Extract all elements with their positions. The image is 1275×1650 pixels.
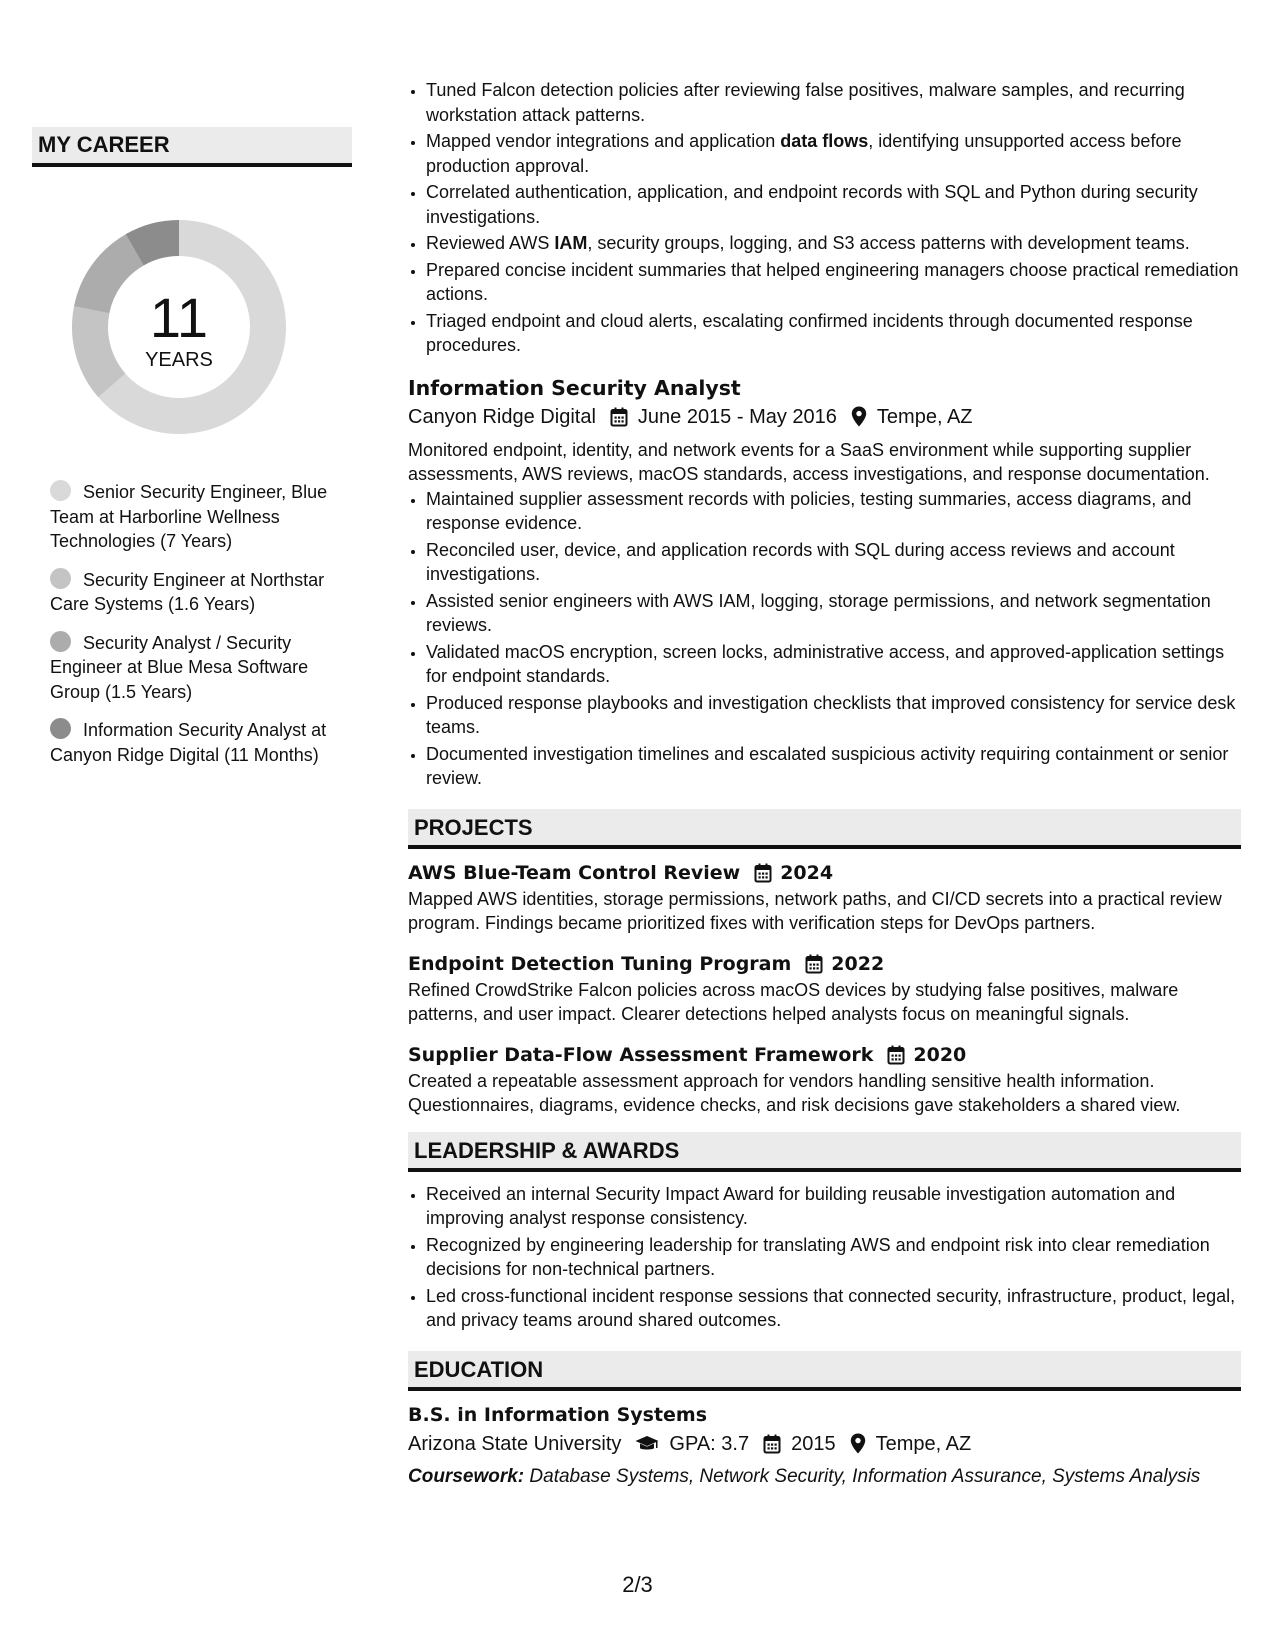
total-years-number: 11	[149, 286, 209, 349]
job-dates: June 2015 - May 2016	[637, 405, 837, 428]
bullet-item: • Assisted senior engineers with AWS IAM, logging, storage permissions, and network segmentation reviews.	[426, 589, 1241, 638]
project-year: 2024	[780, 861, 834, 884]
bullet-item: • Led cross-functional incident response sessions that connected security, infrastructure, product, legal, and privacy teams around shared outcomes.	[426, 1284, 1241, 1333]
project-title-row	[408, 950, 1241, 978]
job-meta	[408, 402, 1241, 432]
bullet-item: • Correlated authentication, application, and endpoint records with SQL and Python during security investigations.	[426, 180, 1241, 229]
sidebar-heading: MY CAREER	[32, 127, 352, 167]
calendar-icon	[754, 863, 772, 883]
bullet-item: • Reconciled user, device, and application records with SQL during access reviews and account investigations.	[426, 538, 1241, 587]
project-description: Refined CrowdStrike Falcon policies across macOS devices by studying false positives, malware patterns, and user impact. Clearer detections helped analysts focus on meaningful signals.	[408, 979, 1179, 1024]
career-donut-chart	[64, 212, 294, 442]
bullet-emphasis: data flows	[780, 131, 869, 151]
legend-label: Information Security Analyst at Canyon Ridge Digital (11 Months)	[50, 720, 327, 765]
coursework-label: Coursework:	[408, 1465, 525, 1487]
legend-dot	[50, 568, 71, 589]
graduation-cap-icon	[635, 1435, 659, 1453]
page-number: 2/3	[622, 1572, 653, 1597]
project-item	[408, 859, 1241, 936]
sidebar	[32, 127, 352, 781]
legend-item	[50, 480, 335, 554]
project-title: Endpoint Detection Tuning Program	[408, 952, 792, 975]
legend-item	[50, 568, 335, 617]
leadership-heading: LEADERSHIP & AWARDS	[408, 1132, 1241, 1172]
legend-label: Senior Security Engineer, Blue Team at Harborline Wellness Technologies (7 Years)	[50, 482, 328, 551]
calendar-icon	[805, 954, 823, 974]
career-legend	[50, 480, 335, 767]
project-description: Mapped AWS identities, storage permissions, network paths, and CI/CD secrets into a practical review program. Findings became prioritized fixes with verification steps for DevOps partners.	[408, 888, 1222, 933]
bullet-item	[426, 231, 1241, 256]
bullet-item: • Tuned Falcon detection policies after reviewing false positives, malware samples, and recurring workstation attack patterns.	[426, 78, 1241, 127]
education-heading: EDUCATION	[408, 1351, 1241, 1391]
legend-dot	[50, 631, 71, 652]
bullet-item: • Documented investigation timelines and escalated suspicious activity requiring containment or senior review.	[426, 742, 1241, 791]
bullet-text: Reviewed AWS	[426, 233, 555, 253]
total-years-label: YEARS	[145, 349, 213, 371]
legend-item	[50, 631, 335, 705]
bullet-item: • Maintained supplier assessment records with policies, testing summaries, access diagrams, and response evidence.	[426, 487, 1241, 536]
education-year: 2015	[791, 1432, 836, 1455]
project-year: 2020	[913, 1043, 967, 1066]
bullet-item: • Validated macOS encryption, screen locks, administrative access, and approved-application settings for endpoint standards.	[426, 640, 1241, 689]
leadership-bullets	[408, 1182, 1241, 1333]
donut-center	[64, 212, 294, 442]
job-location: Tempe, AZ	[876, 405, 973, 428]
legend-item	[50, 718, 335, 767]
bullet-text: Mapped vendor integrations and application	[426, 131, 781, 151]
main-content	[408, 78, 1241, 1489]
education-location: Tempe, AZ	[875, 1432, 972, 1455]
bullet-item: • Prepared concise incident summaries that helped engineering managers choose practical remediation actions.	[426, 258, 1241, 307]
project-title: Supplier Data-Flow Assessment Framework	[408, 1043, 874, 1066]
calendar-icon	[610, 407, 628, 427]
bullet-item: • Recognized by engineering leadership for translating AWS and endpoint risk into clear remediation decisions for non-technical partners.	[426, 1233, 1241, 1282]
project-item	[408, 950, 1241, 1027]
calendar-icon	[887, 1045, 905, 1065]
project-description: Created a repeatable assessment approach for vendors handling sensitive health information. Questionnaires, diagrams, evidence checks, and risk decisions gave stakeholders a shared view.	[408, 1070, 1181, 1115]
project-year: 2022	[831, 952, 885, 975]
project-item	[408, 1041, 1241, 1118]
projects-heading: PROJECTS	[408, 809, 1241, 849]
education-gpa: GPA: 3.7	[669, 1432, 750, 1455]
bullet-emphasis: IAM	[554, 233, 588, 253]
bullet-text: , identifying unsupported access before production approval.	[426, 131, 1182, 176]
project-title: AWS Blue-Team Control Review	[408, 861, 741, 884]
projects-list	[408, 859, 1241, 1118]
legend-label: Security Analyst / Security Engineer at Blue Mesa Software Group (1.5 Years)	[50, 632, 309, 702]
job-summary: Monitored endpoint, identity, and network events for a SaaS environment while supporting supplier assessments, AWS reviews, macOS standards, access investigations, and response documentation.	[408, 439, 1210, 484]
bullet-item: • Triaged endpoint and cloud alerts, escalating confirmed incidents through documented response procedures.	[426, 309, 1241, 358]
coursework-list: Database Systems, Network Security, Information Assurance, Systems Analysis	[524, 1465, 1201, 1487]
education-degree: B.S. in Information Systems	[408, 1403, 708, 1426]
bullet-item: • Received an internal Security Impact Award for building reusable investigation automation and improving analyst response consistency.	[426, 1182, 1241, 1231]
education-school: Arizona State University	[408, 1432, 622, 1455]
map-pin-icon	[850, 1433, 866, 1454]
job-bullets	[408, 487, 1241, 791]
bullet-item	[426, 129, 1241, 178]
job-title: Information Security Analyst	[408, 375, 741, 400]
job-company: Canyon Ridge Digital	[408, 405, 596, 428]
project-title-row	[408, 859, 1241, 887]
calendar-icon	[763, 1434, 781, 1454]
bullet-text: , security groups, logging, and S3 access patterns with development teams.	[587, 233, 1190, 253]
project-title-row	[408, 1041, 1241, 1069]
education-coursework	[408, 1465, 1241, 1490]
education-meta	[408, 1429, 1241, 1459]
map-pin-icon	[851, 406, 867, 427]
legend-dot	[50, 480, 71, 501]
legend-dot	[50, 718, 71, 739]
legend-label: Security Engineer at Northstar Care Systems (1.6 Years)	[50, 569, 325, 614]
previous-job-bullets	[408, 78, 1241, 358]
bullet-item: • Produced response playbooks and investigation checklists that improved consistency for service desk teams.	[426, 691, 1241, 740]
